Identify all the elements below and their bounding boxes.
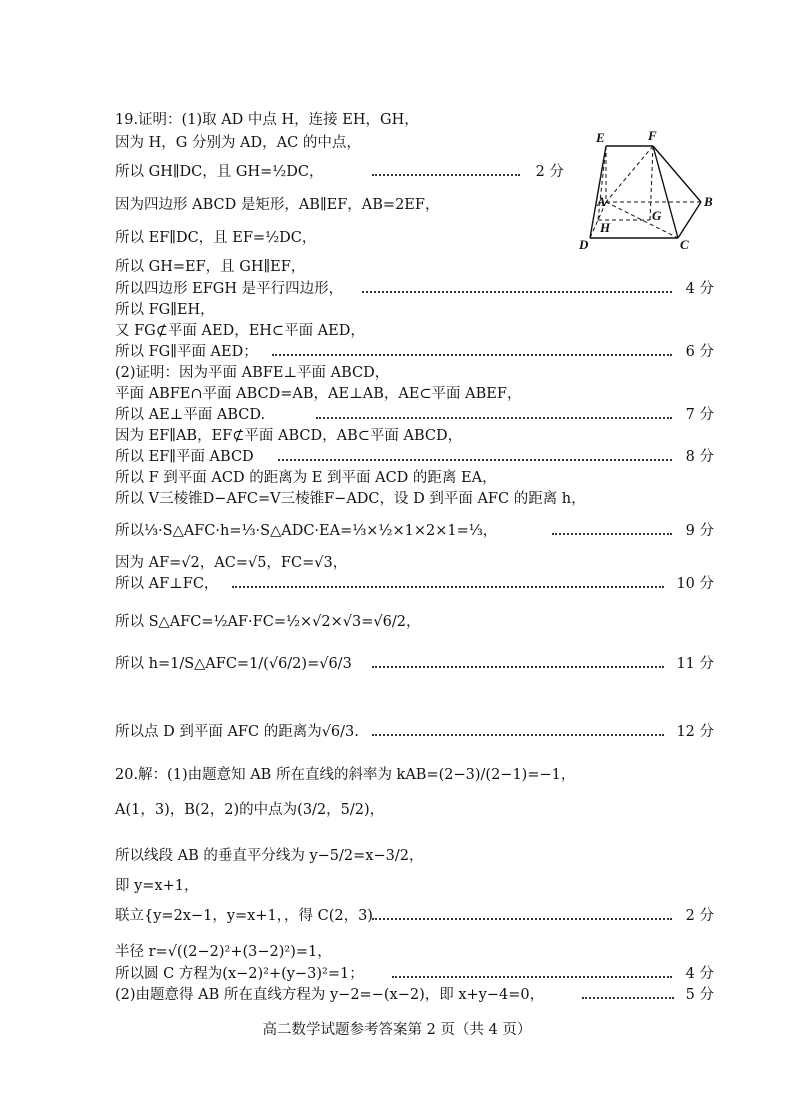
q19-line-11: (2)证明：因为平面 ABFE⊥平面 ABCD，	[115, 365, 390, 381]
dot-leader	[372, 732, 664, 736]
q19-line-23: 所以点 D 到平面 AFC 的距离为√6/3.	[115, 724, 359, 740]
q19-line-15: 所以 EF∥平面 ABCD	[115, 449, 254, 465]
q19-line-6: 所以 GH=EF，且 GH∥EF，	[115, 259, 306, 275]
q19-line-1: 19.证明：(1)取 AD 中点 H，连接 EH，GH，	[115, 112, 419, 128]
q19-line-4: 因为四边形 ABCD 是矩形，AB∥EF，AB=2EF，	[115, 197, 440, 213]
q19-line-16: 所以 F 到平面 ACD 的距离为 E 到平面 ACD 的距离 EA，	[115, 470, 497, 486]
label-h: H	[600, 220, 611, 235]
score-q20-2: 2 分	[685, 908, 714, 924]
q20-line-8: (2)由题意得 AB 所在直线方程为 y−2=−(x−2)，即 x+y−4=0，	[115, 987, 545, 1003]
q19-line-2: 因为 H，G 分别为 AD，AC 的中点，	[115, 135, 361, 151]
score-12: 12 分	[676, 724, 714, 740]
q19-line-12: 平面 ABFE∩平面 ABCD=AB，AE⊥AB，AE⊂平面 ABEF，	[115, 386, 522, 402]
q20-line-1: 20.解：(1)由题意知 AB 所在直线的斜率为 kAB=(2−3)/(2−1)=−1，	[115, 767, 576, 783]
label-c: C	[680, 237, 689, 252]
q19-line-17: 所以 V三棱锥D−AFC=V三棱锥F−ADC，设 D 到平面 AFC 的距离 h，	[115, 491, 586, 507]
label-e: E	[596, 130, 605, 145]
page-footer: 高二数学试题参考答案第 2 页（共 4 页）	[262, 1022, 532, 1038]
q19-line-10: 所以 FG∥平面 AED；	[115, 344, 258, 360]
q19-line-19: 因为 AF=√2，AC=√5，FC=√3，	[115, 555, 348, 571]
label-f: F	[648, 128, 657, 143]
score-9: 9 分	[685, 523, 714, 539]
score-q20-5: 5 分	[685, 987, 714, 1003]
dot-leader	[232, 584, 664, 588]
label-d: D	[579, 237, 589, 252]
q20-line-5: 联立{y=2x−1，y=x+1，，得 C(2，3)	[115, 908, 373, 924]
q20-line-2: A(1，3)，B(2，2)的中点为(3/2，5/2)，	[115, 802, 385, 818]
score-8: 8 分	[685, 449, 714, 465]
label-g: G	[652, 208, 662, 223]
q19-line-8: 所以 FG∥EH，	[115, 302, 215, 318]
q20-line-3: 所以线段 AB 的垂直平分线为 y−5/2=x−3/2，	[115, 848, 424, 864]
q19-line-20: 所以 AF⊥FC，	[115, 576, 219, 592]
score-q20-4: 4 分	[685, 966, 714, 982]
q20-line-6: 半径 r=√((2−2)²+(3−2)²)=1，	[115, 944, 332, 960]
dot-leader	[552, 531, 672, 535]
q19-line-7: 所以四边形 EFGH 是平行四边形，	[115, 281, 344, 297]
dot-leader	[316, 415, 672, 419]
q19-line-18: 所以⅓·S△AFC·h=⅓·S△ADC·EA=⅓×½×1×2×1=⅓，	[115, 523, 498, 539]
solid-figure	[578, 128, 718, 253]
q19-line-13: 所以 AE⊥平面 ABCD.	[115, 407, 266, 423]
score-7: 7 分	[685, 407, 714, 423]
q19-line-5: 所以 EF∥DC，且 EF=½DC，	[115, 230, 317, 246]
q20-line-7: 所以圆 C 方程为(x−2)²+(y−3)²=1；	[115, 966, 364, 982]
score-4: 4 分	[685, 281, 714, 297]
score-6: 6 分	[685, 344, 714, 360]
label-b: B	[704, 194, 713, 209]
q19-line-21: 所以 S△AFC=½AF·FC=½×√2×√3=√6/2，	[115, 614, 421, 630]
q19-line-3: 所以 GH∥DC，且 GH=½DC，	[115, 164, 324, 180]
dot-leader	[582, 995, 674, 999]
label-a: A	[597, 194, 606, 209]
dot-leader	[362, 289, 672, 293]
edge-cb	[678, 202, 701, 238]
q19-line-22: 所以 h=1/S△AFC=1/(√6/2)=√6/3	[115, 656, 352, 672]
dot-leader	[278, 457, 672, 461]
q19-line-14: 因为 EF∥AB，EF⊄平面 ABCD，AB⊂平面 ABCD，	[115, 428, 463, 444]
q20-line-4: 即 y=x+1，	[115, 878, 199, 894]
dot-leader	[372, 664, 664, 668]
score-11: 11 分	[676, 656, 714, 672]
dot-leader	[272, 352, 672, 356]
score-10: 10 分	[676, 576, 714, 592]
q19-line-9: 又 FG⊄平面 AED，EH⊂平面 AED，	[115, 323, 365, 339]
dot-leader	[392, 974, 672, 978]
edge-fa	[606, 146, 653, 202]
dot-leader	[372, 172, 520, 176]
score-2: 2 分	[535, 164, 564, 180]
dot-leader	[372, 916, 672, 920]
